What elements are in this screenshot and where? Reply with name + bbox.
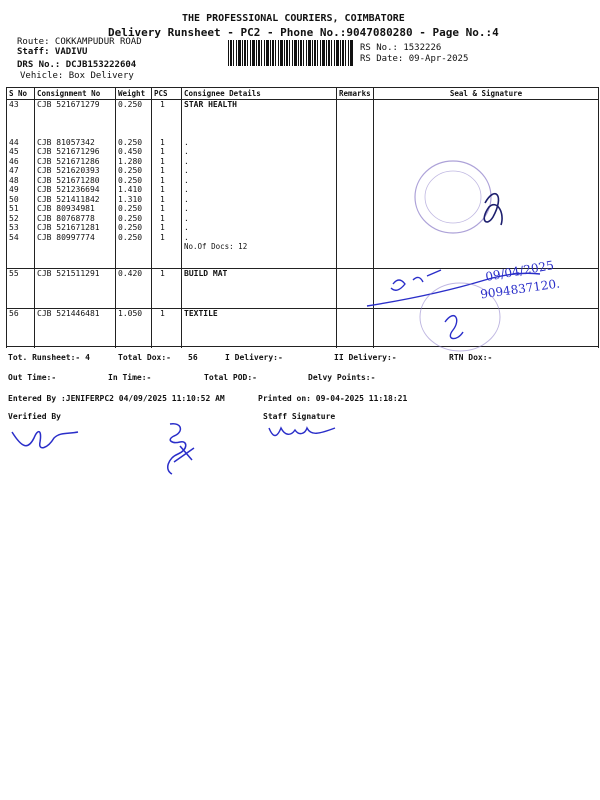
col-sno: S No [7,88,35,100]
cno-cell: CJB 521511291 [35,269,116,309]
group1-row-sno: 53 [9,223,19,232]
remarks-cell [337,100,374,269]
group1-row-cno: CJB 521620393 [37,166,100,175]
group1-row-cno: CJB 521411842 [37,194,100,204]
handwritten-date: 09/04/2025 [484,258,555,284]
group1-row-weight: 0.450 [118,147,143,156]
group1-row-weight: 0.250 [118,204,143,213]
col-remarks: Remarks [337,88,374,100]
consignee-cell: STAR HEALTH . . . . . . . . . . . No.Of Docs: 12 [182,100,337,269]
table-header-row [7,88,599,100]
i-delivery: I Delivery:- [225,353,283,362]
group1-row-sno: 48 [9,175,19,185]
out-time: Out Time:- [8,373,57,382]
group1-row-weight: 1.280 [118,156,143,166]
group1-row-pcs: 1 [160,137,165,147]
sno-cell: 56 [7,309,35,347]
staff-signature-label: Staff Signature [263,412,336,421]
group1-details-list [184,138,334,243]
group1-row-pcs: 1 [160,213,165,223]
group1-row-sno: 51 [9,204,19,213]
group1-row-weight: 0.250 [118,223,143,232]
group1-row-details: . [184,213,189,223]
delvy-points: Delvy Points:- [308,373,376,382]
group1-row-details: . [184,185,189,194]
group1-row-details: . [184,232,189,242]
group1-row-details: . [184,147,189,156]
group1-row-details: . [184,194,189,204]
entered-by: Entered By :JENIFERPC2 04/09/2025 11:10:52 AM [8,394,225,403]
weight-cell: 0.420 [116,269,152,309]
group1-row-sno: 52 [9,213,19,223]
total-dox-value: 56 [188,353,198,362]
group1-row-sno: 46 [9,156,19,166]
group1-cno-list [37,138,113,243]
group1-row-pcs: 1 [160,204,165,213]
group1-row-sno: 45 [9,147,19,156]
group1-row-sno: 47 [9,166,19,175]
cno-cell: CJB 521446481 [35,309,116,347]
verified-by-label: Verified By [8,412,61,421]
group1-row-sno: 54 [9,232,19,242]
group1-row-cno: CJB 80997774 [37,232,95,242]
group1-row-cno: CJB 521671281 [37,223,100,232]
group1-row-weight: 0.250 [118,175,143,185]
group1-row-cno: CJB 80768778 [37,213,95,223]
group1-row-cno: CJB 521671296 [37,147,100,156]
group1-sno-list [9,138,32,243]
pcs-cell: 1 [152,309,182,347]
runsheet-subtitle: Delivery Runsheet - PC2 - Phone No.:9047080280 - Page No.:4 [108,26,499,39]
group1-row-details: . [184,166,189,175]
rs-number: RS No.: 1532226 [360,43,442,53]
col-weight: Weight [116,88,152,100]
group1-row-weight: 0.250 [118,232,143,242]
consignee-cell: TEXTILE [182,309,337,347]
tot-runsheet: Tot. Runsheet:- 4 [8,353,90,362]
group1-row-pcs: 1 [160,194,165,204]
group1-row-sno: 49 [9,185,19,194]
group1-row-details: . [184,137,189,147]
group1-row-pcs: 1 [160,223,165,232]
handwritten-phone: 9094837120. [479,276,561,302]
drs-number: DRS No.: DCJB153222604 [17,60,137,70]
rs-date: RS Date: 09-Apr-2025 [360,54,469,64]
sno-cell: 55 [7,269,35,309]
staff-signature [265,420,345,444]
group1-row-cno: CJB 521236694 [37,185,100,194]
staff-text: Staff: VADIVU [17,47,88,57]
group1-row-pcs: 1 [160,232,165,242]
group1-row-cno: CJB 521671280 [37,175,100,185]
col-pcs: PCS [152,88,182,100]
group1-row-cno: CJB 81057342 [37,137,95,147]
group1-row-weight: 0.250 [118,213,143,223]
ii-delivery: II Delivery:- [334,353,397,362]
weight-cell: 1.050 [116,309,152,347]
group1-row-sno: 44 [9,137,19,147]
company-title: THE PROFESSIONAL COURIERS, COIMBATORE [182,13,405,24]
group1-row-details: . [184,204,189,213]
group1-row-pcs: 1 [160,156,165,166]
col-consignee: Consignee Details [182,88,337,100]
total-pod: Total POD:- [204,373,257,382]
docs-count: No.Of Docs: 12 [184,242,248,251]
vehicle-text: Vehicle: Box Delivery [20,71,134,81]
in-time: In Time:- [108,373,152,382]
sno-cell: 43 44 45 46 47 48 49 50 51 52 53 54 [7,100,35,269]
handwritten-date-phone [365,262,600,362]
second-signature [158,418,208,480]
group1-row-details: . [184,223,189,232]
col-consignment: Consignment No [35,88,116,100]
pcs-cell: 1 [152,269,182,309]
group1-row-sno: 50 [9,194,19,204]
group1-row-cno: CJB 521671286 [37,156,100,166]
group1-row-pcs: 1 [160,175,165,185]
barcode [228,40,354,66]
group1-row-details: . [184,175,189,185]
group1-row-details: . [184,156,189,166]
group1-row-pcs: 1 [160,147,165,156]
group1-pcs-list [160,138,179,243]
group1-row-pcs: 1 [160,166,165,175]
group1-row-weight: 1.410 [118,185,143,194]
col-seal: Seal & Signature [374,88,599,100]
group1-row-weight: 1.310 [118,194,143,204]
group1-row-weight: 0.250 [118,137,143,147]
route-text: Route: COKKAMPUDUR ROAD [17,37,142,47]
seal-stamp-1 [405,155,515,245]
rtn-dox: RTN Dox:- [449,353,493,362]
group1-weight-list [118,138,149,243]
weight-cell: 0.250 0.250 0.450 1.280 0.250 0.250 1.410 1.310 0.250 0.250 0.250 0.250 [116,100,152,269]
group1-row-cno: CJB 80934981 [37,204,95,213]
group1-row-weight: 0.250 [118,166,143,175]
verifier-signature [8,418,88,458]
group1-row-pcs: 1 [160,185,165,194]
cno-cell: CJB 521671279 CJB 81057342 CJB 521671296 CJB 521671286 CJB 521620393 CJB 521671280 CJB 521236694 CJB 521411842 CJB 80934981 CJB 80768778 CJB 521671281 CJB 80997774 [35,100,116,269]
consignee-cell: BUILD MAT [182,269,337,309]
printed-on: Printed on: 09-04-2025 11:18:21 [258,394,408,403]
total-dox-label: Total Dox:- [118,353,171,362]
pcs-cell: 1 1 1 1 1 1 1 1 1 1 1 1 [152,100,182,269]
